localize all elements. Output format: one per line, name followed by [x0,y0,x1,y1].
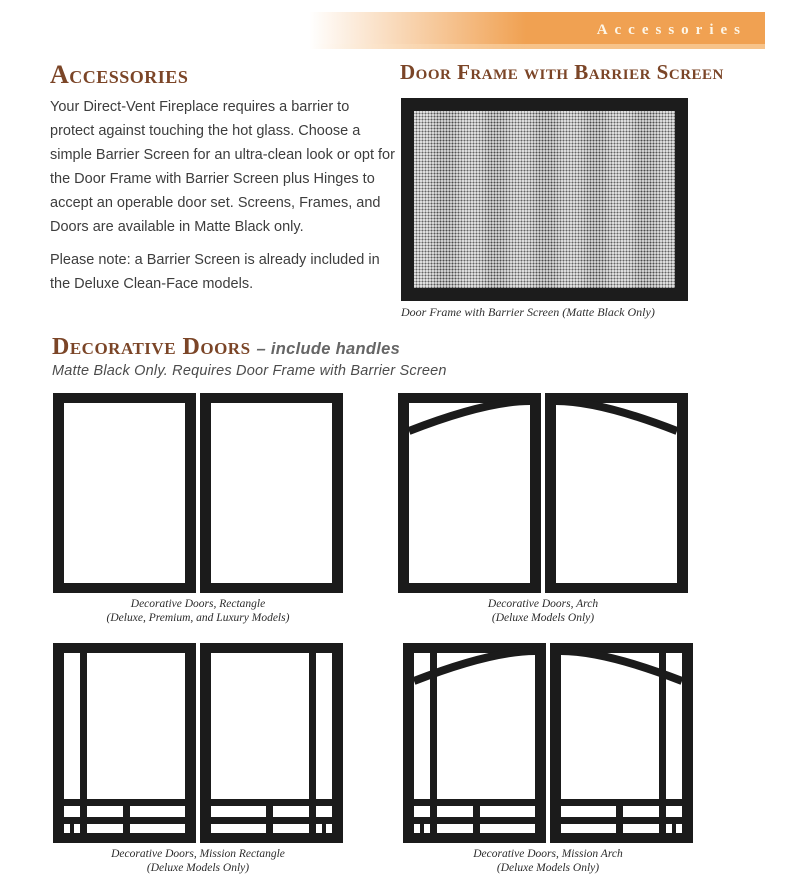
mission-rectangle-doors-figure [53,643,343,875]
caption-line: Decorative Doors, Mission Rectangle [111,848,285,860]
caption-line: Decorative Doors, Arch [487,598,599,610]
caption-line: (Deluxe, Premium, and Luxury Models) [106,611,290,624]
mission-arch-doors-figure [403,643,693,875]
caption-line: (Deluxe Models Only) [491,611,595,624]
decorative-doors-subtitle: Matte Black Only. Requires Door Frame with Barrier Screen [52,363,447,379]
caption-line: Decorative Doors, Rectangle [130,598,266,610]
barrier-screen-caption: Door Frame with Barrier Screen (Matte Black Only) [401,305,655,319]
caption-line: (Deluxe Models Only) [496,861,600,874]
arch-doors-figure [398,393,688,625]
mission-arch-doors-caption [403,848,693,875]
rectangle-doors-illustration [53,393,343,593]
note-paragraph: Please note: a Barrier Screen is already included in the Deluxe Clean-Face models. [50,252,380,292]
caption-line: (Deluxe Models Only) [146,861,250,874]
header-section-label: Accessories [596,22,747,38]
accessories-heading: Accessories [50,60,189,89]
mission-rectangle-doors-caption [53,848,343,875]
decorative-doors-heading-row [52,334,400,361]
rectangle-doors-figure [53,393,343,625]
caption-line: Decorative Doors, Mission Arch [473,848,623,860]
intro-paragraph: Your Direct-Vent Fireplace requires a barrier to protect against touching the hot glass. Choose a simple Barrier Screen for an ultra-clean look or opt for the Door Frame with Barrier Screen plus Hinges to accept an operable door set. Screens, Frames, and Doors are available in Matte Black only. [50,99,395,235]
arch-doors-caption [398,598,688,625]
page-header-band [222,12,765,49]
decorative-doors-heading: Decorative Doors [52,334,251,360]
barrier-screen-image [401,98,688,301]
decorative-doors-heading-suffix: – include handles [256,340,401,358]
arch-doors-illustration [398,393,688,593]
mission-rectangle-doors-illustration [53,643,343,843]
rectangle-doors-caption [53,598,343,625]
door-frame-heading: Door Frame with Barrier Screen [400,60,724,84]
mission-arch-doors-illustration [403,643,693,843]
